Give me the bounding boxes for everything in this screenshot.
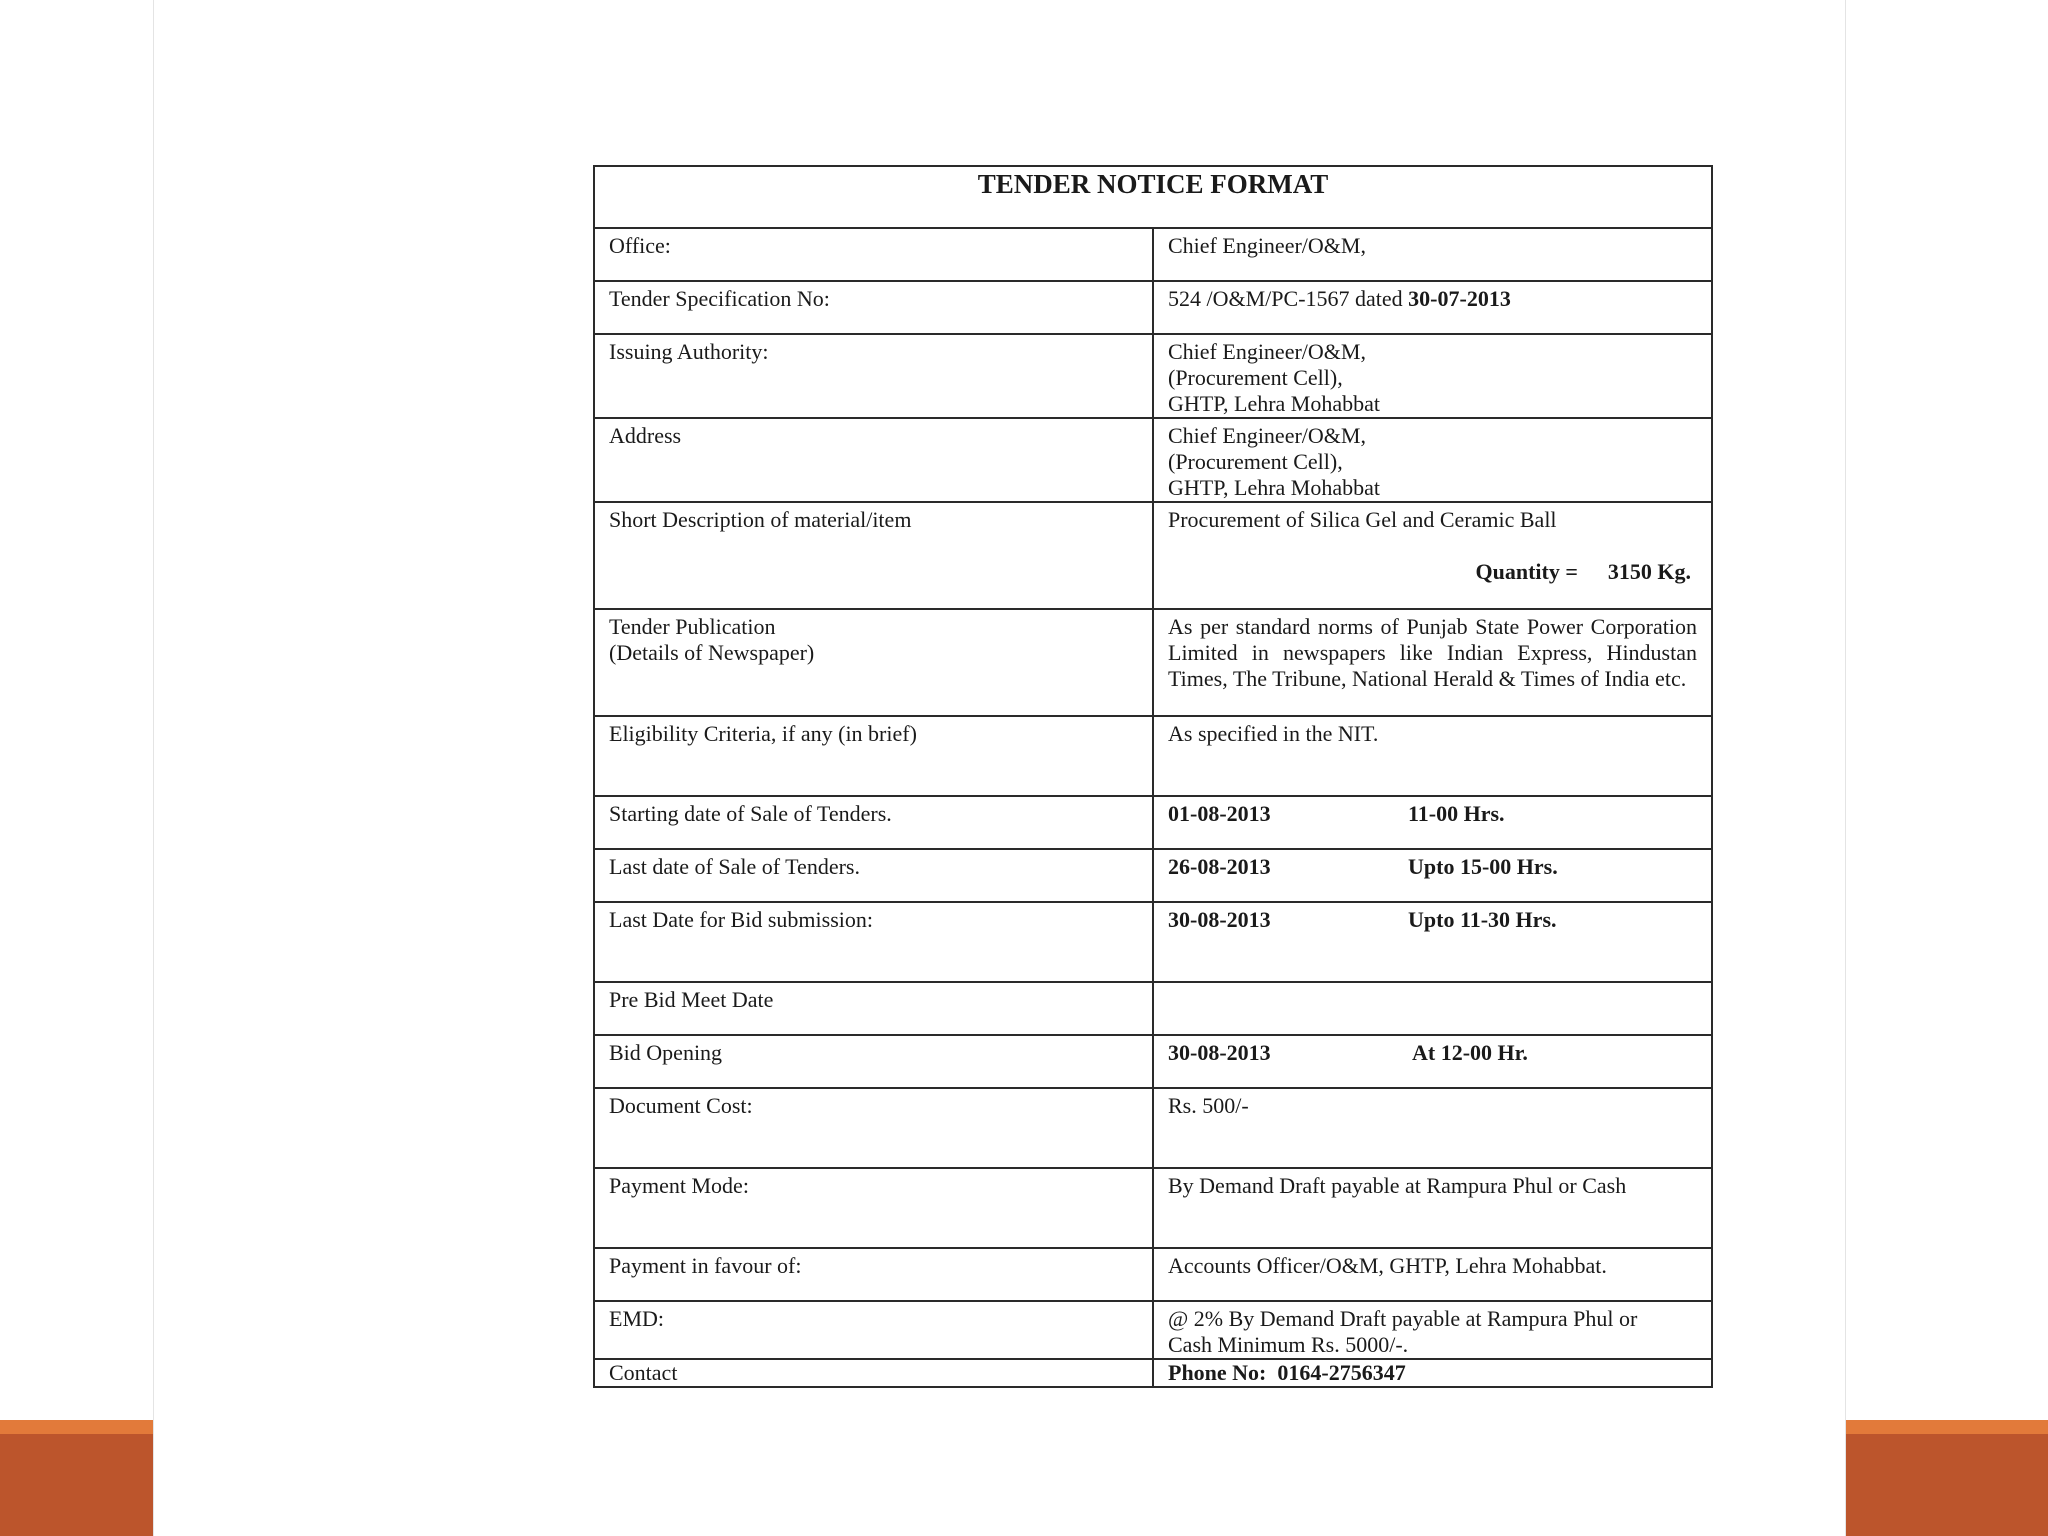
table-row-short-description <box>594 502 1712 609</box>
table-row-tender-publication <box>594 609 1712 716</box>
row-label: Payment Mode: <box>594 1168 1153 1248</box>
quantity <box>1168 559 1697 585</box>
row-label: Eligibility Criteria, if any (in brief) <box>594 716 1153 796</box>
table-row-address <box>594 418 1712 502</box>
value-line: @ 2% By Demand Draft payable at Rampura Phul or <box>1168 1306 1638 1331</box>
table-row-bid-opening <box>594 1035 1712 1088</box>
value-line: GHTP, Lehra Mohabbat <box>1168 391 1381 416</box>
table-row-start-sale <box>594 796 1712 849</box>
accent-bar-right <box>1846 1420 2048 1536</box>
table-row-last-sale <box>594 849 1712 902</box>
row-label: Issuing Authority: <box>594 334 1153 418</box>
row-value <box>1153 1301 1712 1359</box>
value-line: Cash Minimum Rs. 5000/-. <box>1168 1332 1409 1357</box>
spec-date: 30-07-2013 <box>1408 286 1511 311</box>
row-value <box>1153 982 1712 1035</box>
row-label: EMD: <box>594 1301 1153 1359</box>
document-page <box>153 0 1846 1536</box>
row-value: Rs. 500/- <box>1153 1088 1712 1168</box>
table-row-issuing-authority <box>594 334 1712 418</box>
table-title: TENDER NOTICE FORMAT <box>594 166 1712 228</box>
value-line: Chief Engineer/O&M, <box>1168 423 1366 448</box>
row-label: Document Cost: <box>594 1088 1153 1168</box>
publication-text: As per standard norms of Punjab State Power Corporation Limited in newspapers like Indian Express, Hindustan Times, The Tribune, National Herald & Times of India etc. <box>1168 614 1697 691</box>
row-label <box>594 609 1153 716</box>
table-row-payment-favour <box>594 1248 1712 1301</box>
row-value: By Demand Draft payable at Rampura Phul or Cash <box>1153 1168 1712 1248</box>
row-label: Starting date of Sale of Tenders. <box>594 796 1153 849</box>
table-row-pre-bid <box>594 982 1712 1035</box>
value-line: GHTP, Lehra Mohabbat <box>1168 475 1381 500</box>
value-line: Chief Engineer/O&M, <box>1168 339 1366 364</box>
date-value: 26-08-2013 <box>1168 854 1271 879</box>
value-line: (Procurement Cell), <box>1168 365 1343 390</box>
time-value: Upto 11-30 Hrs. <box>1408 907 1557 932</box>
table-row-contact <box>594 1359 1712 1387</box>
row-label: Last Date for Bid submission: <box>594 902 1153 982</box>
table-row-payment-mode <box>594 1168 1712 1248</box>
time-value: At 12-00 Hr. <box>1412 1040 1528 1065</box>
table-row-office <box>594 228 1712 281</box>
table-row-last-bid <box>594 902 1712 982</box>
title-row <box>594 166 1712 228</box>
row-value <box>1153 849 1712 902</box>
label-line: (Details of Newspaper) <box>609 640 815 665</box>
row-value <box>1153 1035 1712 1088</box>
row-value <box>1153 609 1712 716</box>
row-value: As specified in the NIT. <box>1153 716 1712 796</box>
quantity-value: 3150 Kg. <box>1607 559 1691 584</box>
label-line: Tender Publication <box>609 614 776 639</box>
row-value: Phone No: 0164-2756347 <box>1153 1359 1712 1387</box>
date-value: 30-08-2013 <box>1168 907 1271 932</box>
row-label: Pre Bid Meet Date <box>594 982 1153 1035</box>
row-value <box>1153 418 1712 502</box>
accent-bar-left <box>0 1420 153 1536</box>
date-value: 30-08-2013 <box>1168 1040 1271 1065</box>
row-label: Contact <box>594 1359 1153 1387</box>
row-value <box>1153 502 1712 609</box>
row-label: Last date of Sale of Tenders. <box>594 849 1153 902</box>
row-label: Payment in favour of: <box>594 1248 1153 1301</box>
row-label: Short Description of material/item <box>594 502 1153 609</box>
row-value <box>1153 334 1712 418</box>
value-line: (Procurement Cell), <box>1168 449 1343 474</box>
quantity-label: Quantity = <box>1475 559 1578 584</box>
tender-notice <box>593 165 1713 1388</box>
row-value: Accounts Officer/O&M, GHTP, Lehra Mohabbat. <box>1153 1248 1712 1301</box>
row-label: Office: <box>594 228 1153 281</box>
spec-number: 524 /O&M/PC-1567 dated <box>1168 286 1409 311</box>
table-row-emd <box>594 1301 1712 1359</box>
row-value <box>1153 902 1712 982</box>
row-label: Tender Specification No: <box>594 281 1153 334</box>
table-row-document-cost <box>594 1088 1712 1168</box>
row-label: Address <box>594 418 1153 502</box>
row-value <box>1153 281 1712 334</box>
table-row-eligibility <box>594 716 1712 796</box>
row-value: Chief Engineer/O&M, <box>1153 228 1712 281</box>
time-value: 11-00 Hrs. <box>1408 801 1505 826</box>
table-row-tender-spec <box>594 281 1712 334</box>
tender-notice-table <box>593 165 1713 1388</box>
row-value <box>1153 796 1712 849</box>
date-value: 01-08-2013 <box>1168 801 1271 826</box>
description-text: Procurement of Silica Gel and Ceramic Ball <box>1168 507 1557 532</box>
time-value: Upto 15-00 Hrs. <box>1408 854 1558 879</box>
row-label: Bid Opening <box>594 1035 1153 1088</box>
